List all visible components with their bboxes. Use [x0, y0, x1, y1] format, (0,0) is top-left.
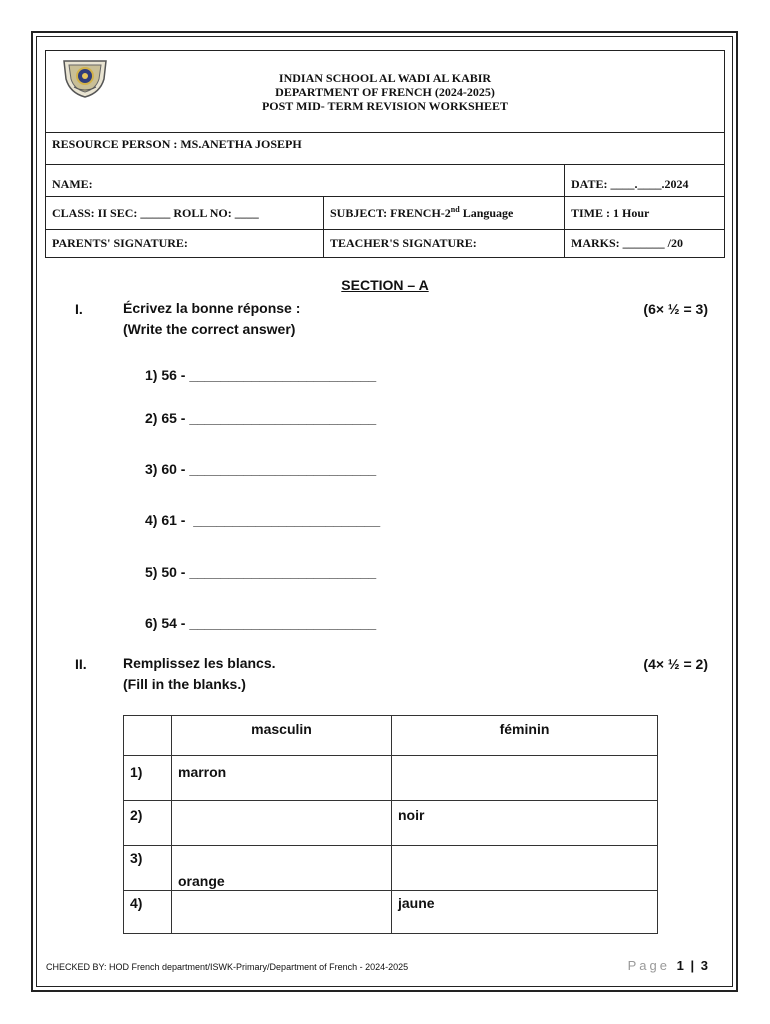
- table-row: [124, 891, 658, 934]
- parents-signature: PARENTS' SIGNATURE:: [46, 230, 324, 258]
- feminin-cell[interactable]: [392, 846, 658, 891]
- fill-blanks-table: [123, 715, 658, 934]
- table-row: [124, 756, 658, 801]
- answer-item-3: 3) 60 - ________________________: [145, 461, 377, 477]
- question-2-english: (Fill in the blanks.): [123, 676, 246, 692]
- page-current: 1: [676, 958, 684, 973]
- time-field: TIME : 1 Hour: [565, 197, 725, 230]
- page-number: [628, 958, 708, 973]
- school-name: INDIAN SCHOOL AL WADI AL KABIR: [278, 70, 492, 85]
- row-number: 2): [124, 801, 172, 846]
- question-1-marks: (6× ½ = 3): [643, 301, 708, 317]
- subject-suffix: Language: [459, 206, 514, 220]
- feminin-cell[interactable]: [392, 756, 658, 801]
- question-2-marks: (4× ½ = 2): [643, 656, 708, 672]
- feminin-cell: noir: [392, 801, 658, 846]
- answer-item-4: 4) 61 - ________________________: [145, 512, 381, 528]
- subject-field: [324, 197, 565, 230]
- question-2-french: Remplissez les blancs.: [123, 655, 276, 671]
- page-separator: |: [690, 958, 695, 973]
- department-name: DEPARTMENT OF FRENCH (2024-2025): [275, 84, 495, 99]
- masculin-cell: marron: [172, 756, 392, 801]
- answer-item-5: 5) 50 - ________________________: [145, 564, 377, 580]
- answer-item-6: 6) 54 - ________________________: [145, 615, 377, 631]
- subject-superscript: nd: [450, 205, 460, 214]
- masculin-cell[interactable]: [172, 891, 392, 934]
- table-row: [124, 846, 658, 891]
- marks-field: MARKS: _______ /20: [565, 230, 725, 258]
- question-2-text: [123, 653, 276, 695]
- subject-text: SUBJECT: FRENCH-2: [330, 206, 451, 220]
- worksheet-header-table: [45, 50, 725, 258]
- table-header-feminin: féminin: [392, 716, 658, 756]
- date-field: DATE: ____.____.2024: [565, 165, 725, 197]
- class-section-field: CLASS: II SEC: _____ ROLL NO: ____: [46, 197, 324, 230]
- school-logo-icon: [60, 57, 110, 99]
- question-2-number: II.: [75, 656, 87, 672]
- page-label: Page: [627, 958, 671, 973]
- header-title-cell: [46, 51, 725, 133]
- feminin-cell: jaune: [392, 891, 658, 934]
- table-header-row: [124, 716, 658, 756]
- question-1-number: I.: [75, 301, 83, 317]
- table-row: [124, 801, 658, 846]
- table-header-number: [124, 716, 172, 756]
- question-1-english: (Write the correct answer): [123, 321, 296, 337]
- page-total: 3: [700, 958, 708, 973]
- answer-item-2: 2) 65 - ________________________: [145, 410, 377, 426]
- section-title: SECTION – A: [341, 277, 429, 293]
- row-number: 1): [124, 756, 172, 801]
- teacher-signature: TEACHER'S SIGNATURE:: [324, 230, 565, 258]
- answer-item-1: 1) 56 - ________________________: [145, 367, 377, 383]
- masculin-cell[interactable]: [172, 801, 392, 846]
- name-field: NAME:: [46, 165, 565, 197]
- resource-person: RESOURCE PERSON : MS.ANETHA JOSEPH: [46, 133, 725, 165]
- row-number: 4): [124, 891, 172, 934]
- question-1-french: Écrivez la bonne réponse :: [123, 300, 301, 316]
- worksheet-title: POST MID- TERM REVISION WORKSHEET: [261, 98, 509, 113]
- masculin-cell: orange: [172, 846, 392, 891]
- table-header-masculin: masculin: [172, 716, 392, 756]
- row-number: 3): [124, 846, 172, 891]
- footer-checked-by: CHECKED BY: HOD French department/ISWK-Primary/Department of French - 2024-2025: [46, 962, 409, 972]
- question-1-text: [123, 298, 300, 340]
